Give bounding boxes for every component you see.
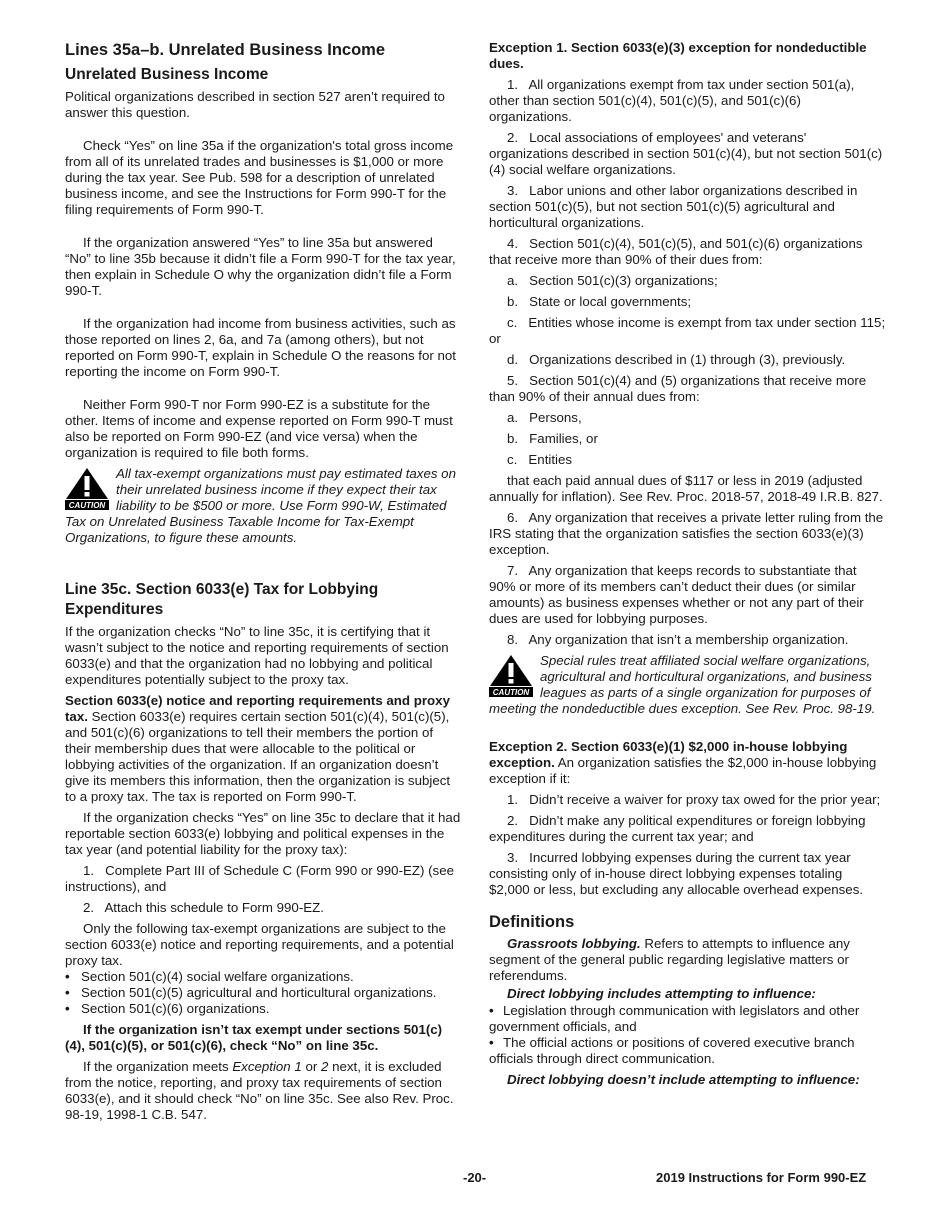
list-item: • Legislation through communication with legislators and other government officials, and [489, 1003, 860, 1034]
run-in-heading: Grassroots lobbying. [507, 936, 641, 951]
caution-text: All tax-exempt organizations must pay estimated taxes on their unrelated business income if they expect their tax liability to be $500 or more. Use Form 990-W, Estimated Tax on Unrelated Business Taxable Income for Tax-Exempt Organizations, to figure these amounts. [65, 466, 456, 545]
paragraph: If the organization checks “Yes” on line 35c to declare that it had reportable section 6033(e) lobbying and political expenses in the tax year (and potential liability for the proxy tax): [65, 810, 461, 857]
bullet-list [65, 969, 462, 1017]
list-item: 2. Local associations of employees' and veterans' organizations described in section 501(c)(4), but not section 501(c)(4) social welfare organizations. [489, 130, 883, 177]
exception-2-heading: Exception 2. Section 6033(e)(1) $2,000 in-house lobbying exception. [489, 739, 848, 770]
caution-icon [64, 467, 110, 511]
list-item: c. Entities [507, 452, 573, 467]
list-item: b. Families, or [507, 431, 598, 446]
list-item: 5. Section 501(c)(4) and (5) organizations that receive more than 90% of their annual dues from: [489, 373, 867, 404]
list-item: 7. Any organization that keeps records to substantiate that 90% or more of its members can’t deduct their dues (or similar amounts) as business expenses whether or not any part of their dues are used for lobbying purposes. [489, 563, 864, 626]
caution-text: Special rules treat affiliated social welfare organizations, agricultural and horticultural organizations, and business leagues as parts of a single organization for purposes of meeting the nondeductible dues exception. See Rev. Proc. 98-19. [489, 653, 876, 716]
list-item: 2. Didn’t make any political expenditures or foreign lobbying expenditures during the current tax year; and [489, 813, 866, 844]
list-item: 4. Section 501(c)(4), 501(c)(5), and 501(c)(6) organizations that receive more than 90% of their dues from: [489, 236, 863, 267]
list-item: 3. Labor unions and other labor organizations described in section 501(c)(5), but not section 501(c)(5) agricultural and horticultural organizations. [489, 183, 858, 230]
subheading-unrelated-business-income: Unrelated Business Income [65, 66, 269, 83]
list-item: 6. Any organization that receives a private letter ruling from the IRS stating that the organization satisfies the section 6033(e)(3) exception. [489, 510, 884, 557]
paragraph: If the organization isn’t tax exempt under sections 501(c)(4), 501(c)(5), or 501(c)(6), check “No” on line 35c. [65, 1022, 443, 1053]
list-item: a. Persons, [507, 410, 582, 425]
list-item: 8. Any organization that isn’t a membership organization. [507, 632, 849, 647]
run-in-heading: Section 6033(e) notice and reporting requirements and proxy tax. [65, 693, 450, 724]
document-title: 2019 Instructions for Form 990-EZ [656, 1170, 867, 1185]
paragraph: Grassroots lobbying. Refers to attempts to influence any segment of the general public regarding legislative matters or referendums. [489, 936, 850, 983]
list-item: • The official actions or positions of covered executive branch officials through direct communication. [489, 1035, 855, 1066]
right-column [489, 40, 886, 1093]
caution-label: CAUTION [492, 688, 530, 697]
page-number: -20- [463, 1170, 487, 1185]
definitions-heading: Definitions [489, 913, 575, 931]
list-item: • Section 501(c)(4) social welfare organizations. [65, 969, 354, 984]
exception-1-heading: Exception 1. Section 6033(e)(3) exception for nondeductible dues. [489, 40, 867, 71]
caution-note [65, 466, 462, 546]
list-item: 3. Incurred lobbying expenses during the current tax year consisting only of in-house direct lobbying expenses totaling $2,000 or less, but excluding any allocable overhead expenses. [489, 850, 864, 897]
section-heading-35c: Line 35c. Section 6033(e) Tax for Lobbying Expenditures [65, 581, 379, 618]
paragraph: Exception 2. Section 6033(e)(1) $2,000 in-house lobbying exception. An organization satisfies the $2,000 in-house lobbying exception if it: [489, 739, 877, 786]
paragraph: Only the following tax-exempt organizations are subject to the section 6033(e) notice and reporting requirements, and a potential proxy tax. [65, 921, 454, 968]
left-column [65, 40, 462, 1128]
paragraph: Section 6033(e) notice and reporting requirements and proxy tax. Section 6033(e) requires certain section 501(c)(4), 501(c)(5), and 501(c)(6) organizations to tell their members the portion of their membership dues that were allocable to the political or lobbying activities of the organization. If an organization doesn’t give its members this information, then the organization is subject to a proxy tax. The tax is reported on Form 990-T. [65, 693, 451, 804]
list-item: 2. Attach this schedule to Form 990-EZ. [83, 900, 324, 915]
list-item: 1. Complete Part III of Schedule C (Form 990 or 990-EZ) (see instructions), and [65, 863, 454, 894]
paragraph: Check “Yes” on line 35a if the organization's total gross income from all of its unrelated trades and businesses is $1,000 or more during the tax year. See Pub. 598 for a description of unrelated business income, and see the Instructions for Form 990-T for the filing requirements of Form 990-T. [65, 138, 454, 217]
caution-note [489, 653, 886, 717]
paragraph: If the organization answered “Yes” to line 35a but answered “No” to line 35b because it didn’t file a Form 990-T for the tax year, then explain in Schedule O why the organization didn’t file a Form 990-T. [65, 235, 456, 298]
paragraph: Direct lobbying doesn’t include attempting to influence: [507, 1072, 860, 1087]
bullet-list [489, 1003, 886, 1067]
list-item: b. State or local governments; [507, 294, 692, 309]
paragraph: If the organization checks “No” to line 35c, it is certifying that it wasn’t subject to the notice and reporting requirements of section 6033(e) and that the organization had no lobbying and political expenditures potentially subject to the proxy tax. [65, 624, 449, 687]
paragraph: that each paid annual dues of $117 or less in 2019 (adjusted annually for inflation). See Rev. Proc. 2018-57, 2018-49 I.R.B. 827. [489, 473, 883, 504]
list-item: • Section 501(c)(6) organizations. [65, 1001, 270, 1016]
list-item: 1. Didn’t receive a waiver for proxy tax owed for the prior year; [507, 792, 881, 807]
paragraph: Political organizations described in section 527 aren’t required to answer this question. [65, 89, 445, 120]
list-item: a. Section 501(c)(3) organizations; [507, 273, 718, 288]
list-item: d. Organizations described in (1) through (3), previously. [507, 352, 846, 367]
caution-icon [488, 654, 534, 698]
paragraph: Direct lobbying includes attempting to influence: [507, 986, 816, 1001]
paragraph: If the organization meets Exception 1 or 2 next, it is excluded from the notice, reporting, and proxy tax requirements of section 6033(e), and it should check “No” on line 35c. See also Rev. Proc. 98-19, 1998-1 C.B. 547. [65, 1059, 454, 1122]
list-item: c. Entities whose income is exempt from tax under section 115; or [489, 315, 886, 346]
list-item: 1. All organizations exempt from tax under section 501(a), other than section 501(c)(4), 501(c)(5), and 501(c)(6) organizations. [489, 77, 855, 124]
paragraph: If the organization had income from business activities, such as those reported on lines 2, 6a, and 7a (among others), but not reported on Form 990-T, explain in Schedule O the reasons for not reporting the income on Form 990-T. [65, 316, 456, 379]
caution-label: CAUTION [68, 501, 106, 510]
list-item: • Section 501(c)(5) agricultural and horticultural organizations. [65, 985, 437, 1000]
paragraph: Neither Form 990-T nor Form 990-EZ is a substitute for the other. Items of income and expense reported on Form 990-T must also be reported on Form 990-EZ (and vice versa) when the organization is required to file both forms. [65, 397, 453, 460]
section-heading-35ab: Lines 35a–b. Unrelated Business Income [65, 41, 386, 59]
